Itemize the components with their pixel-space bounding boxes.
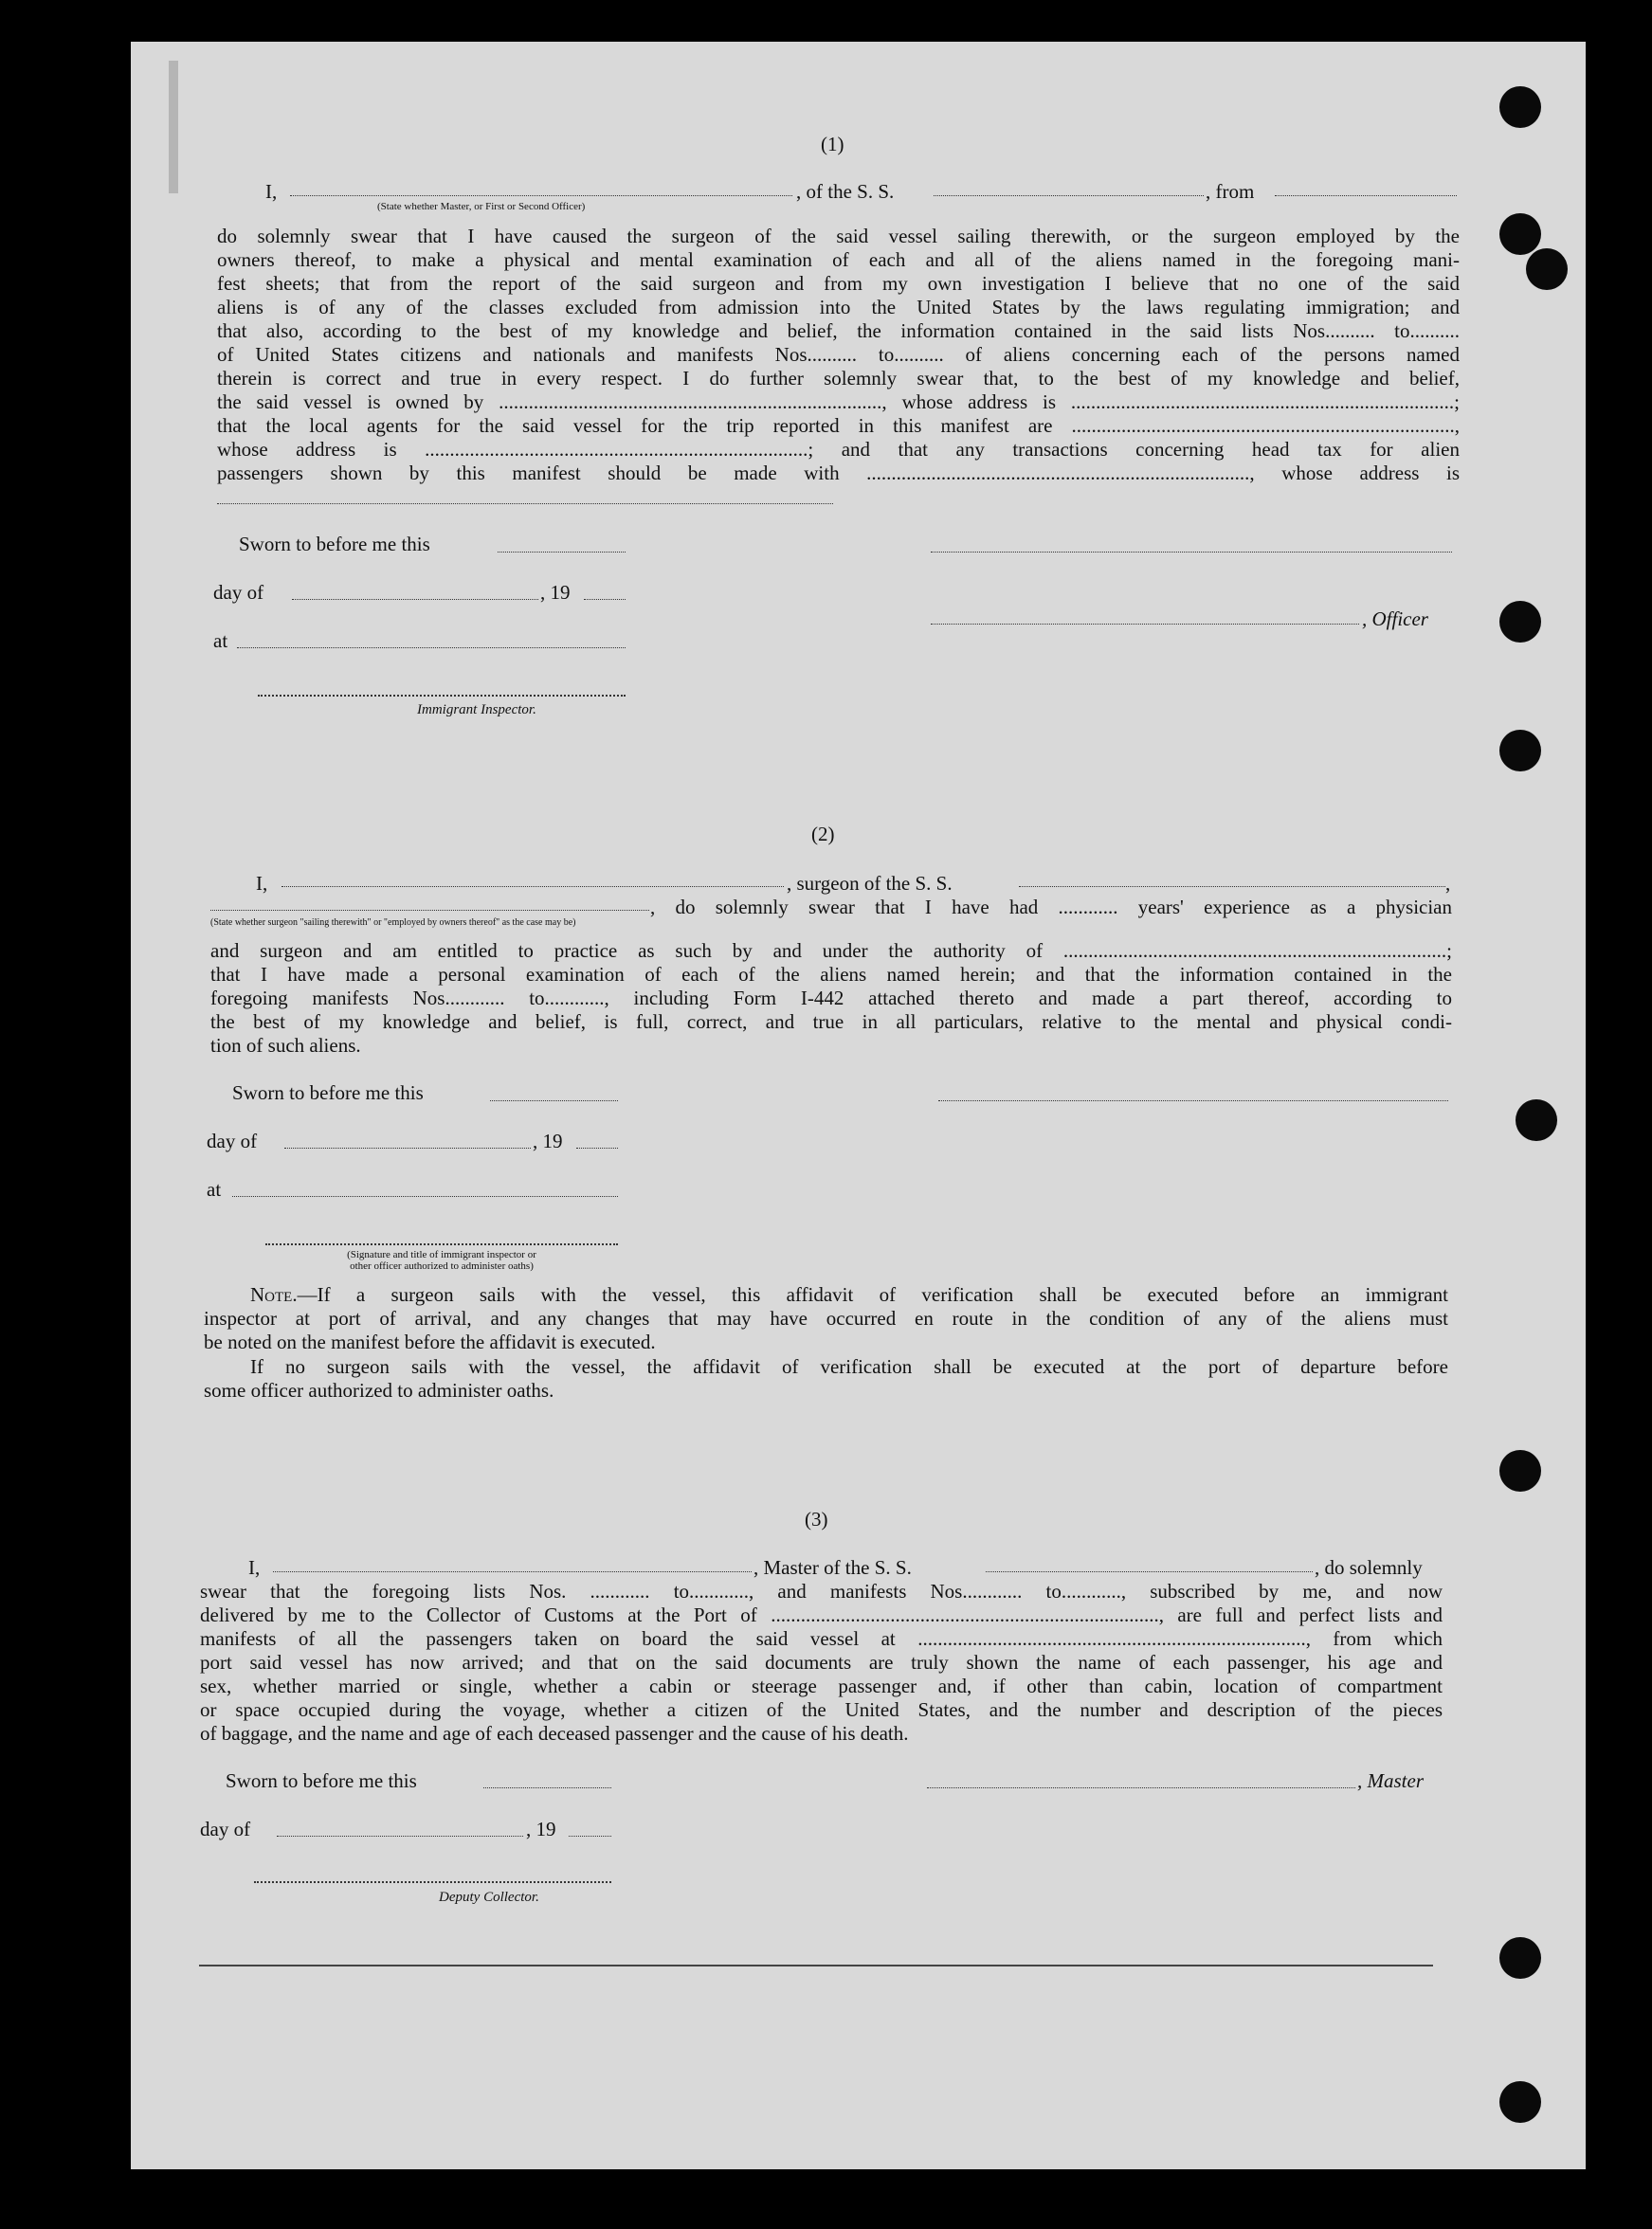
section-1-intro: I, [265, 180, 278, 203]
punch-hole [1526, 248, 1568, 290]
master-signature-field[interactable] [927, 1787, 1355, 1788]
section-3-line: or space occupied during the voyage, whether a citizen of the United States, and the number and description of the pieces [200, 1698, 1443, 1721]
sworn-date-field[interactable] [498, 552, 626, 553]
section-2-line-2: , do solemnly swear that I have had ............ years' experience as a physician [650, 896, 1452, 918]
do-solemnly-label: , do solemnly [1315, 1556, 1423, 1579]
note-line: be noted on the manifest before the affidavit is executed. [204, 1331, 656, 1353]
day-field[interactable] [292, 599, 538, 600]
vessel-name-field[interactable] [934, 195, 1204, 196]
section-1-line: whose address is .............................................................................; and that any transactions concerning head tax for alien [217, 438, 1460, 461]
section-2-line: the best of my knowledge and belief, is full, correct, and true in all particulars, relative to the mental and physical condi- [210, 1010, 1452, 1033]
deputy-collector-label: Deputy Collector. [439, 1890, 539, 1905]
section-3-line: swear that the foregoing lists Nos. ............ to............, and manifests Nos............ to............, subscribed by me, and now [200, 1580, 1443, 1603]
comma: , [1445, 872, 1451, 895]
section-2-number: (2) [811, 823, 835, 845]
master-name-field[interactable] [273, 1571, 752, 1572]
surgeon-vessel-field[interactable] [1019, 886, 1445, 887]
from-port-field[interactable] [1275, 195, 1457, 196]
signature-caption: other officer authorized to administer oaths) [350, 1260, 534, 1272]
section-1-sworn-label: Sworn to before me this [239, 533, 430, 555]
from-label: , from [1206, 180, 1255, 203]
section-1-line: the said vessel is owned by ............................................................................., whose address is .............................................................................; [217, 390, 1460, 413]
day-field[interactable] [284, 1148, 531, 1149]
section-2-sworn-label: Sworn to before me this [232, 1081, 424, 1104]
officer-signature-field[interactable] [931, 552, 1452, 553]
address-continuation-field[interactable] [217, 503, 833, 504]
officer-caption: (State whether Master, or First or Second Officer) [377, 201, 586, 212]
section-1-day-label: day of [213, 581, 264, 604]
section-3-line: of baggage, and the name and age of each deceased passenger and the cause of his death. [200, 1722, 909, 1745]
note-line-1 [250, 1283, 1448, 1306]
officer-label: , Officer [1362, 607, 1428, 630]
officer-name-field[interactable] [290, 195, 792, 196]
section-2-at-label: at [207, 1178, 222, 1201]
year-field[interactable] [584, 599, 626, 600]
section-3-line: port said vessel has now arrived; and that on the said documents are truly shown the name of each passenger, his age and [200, 1651, 1443, 1674]
section-2-year-label: , 19 [533, 1130, 563, 1152]
section-3-line: manifests of all the passengers taken on board the said vessel at .............................................................................., from which [200, 1627, 1443, 1650]
section-2-day-label: day of [207, 1130, 258, 1152]
section-3-sworn-label: Sworn to before me this [226, 1769, 417, 1792]
surgeon-name-field[interactable] [281, 886, 784, 887]
section-3-day-label: day of [200, 1818, 251, 1840]
punch-hole [1499, 730, 1541, 771]
at-place-field[interactable] [237, 647, 626, 648]
punch-hole [1516, 1099, 1557, 1141]
section-3-intro: I, [248, 1556, 261, 1579]
section-1-line: do solemnly swear that I have caused the surgeon of the said vessel sailing therewith, or the surgeon employed by the [217, 225, 1460, 247]
section-1-at-label: at [213, 629, 228, 652]
inspector-signature-line[interactable] [258, 695, 626, 697]
section-2-line: and surgeon and am entitled to practice as such by and under the authority of .............................................................................; [210, 939, 1452, 962]
section-1-line: of United States citizens and nationals and manifests Nos.......... to.......... of aliens concerning each of the persons named [217, 343, 1460, 366]
section-1-line: owners thereof, to make a physical and mental examination of each and all of the aliens named in the foregoing mani- [217, 248, 1460, 271]
section-3-line: delivered by me to the Collector of Customs at the Port of .............................................................................., are full and perfect lists and [200, 1604, 1443, 1626]
punch-hole [1499, 601, 1541, 643]
section-1-number: (1) [821, 133, 844, 155]
deputy-collector-signature-line[interactable] [254, 1881, 611, 1883]
section-1-line: that the local agents for the said vessel for the trip reported in this manifest are ............................................................................., [217, 414, 1460, 437]
section-2-line: foregoing manifests Nos............ to............, including Form I-442 attached thereto and made a part thereof, according to [210, 987, 1452, 1009]
master-label: , Master [1357, 1769, 1424, 1792]
bleed-through-mark [169, 61, 178, 193]
section-1-line: passengers shown by this manifest should be made with ............................................................................., whose address is [217, 462, 1460, 484]
year-field[interactable] [576, 1148, 618, 1149]
signature-caption: (Signature and title of immigrant inspector or [347, 1249, 536, 1260]
year-field[interactable] [569, 1836, 611, 1837]
note-label: Note. [250, 1283, 298, 1306]
surgeon-status-field[interactable] [210, 910, 649, 911]
section-2-line: that I have made a personal examination of each of the aliens named herein; and that the information contained in the [210, 963, 1452, 986]
section-2-intro: I, [256, 872, 268, 895]
section-1-line: aliens is of any of the classes excluded from admission into the United States by the laws regulating immigration; and [217, 296, 1460, 318]
punch-hole [1499, 1937, 1541, 1979]
day-field[interactable] [277, 1836, 523, 1837]
section-3-number: (3) [805, 1508, 828, 1531]
section-1-line: that also, according to the best of my knowledge and belief, the information contained in the said lists Nos.......... to.......... [217, 319, 1460, 342]
section-1-line: therein is correct and true in every respect. I do further solemnly swear that, to the best of my knowledge and belief, [217, 367, 1460, 390]
immigrant-inspector-label: Immigrant Inspector. [417, 702, 536, 717]
inspector-signature-line[interactable] [265, 1243, 618, 1245]
note-line: inspector at port of arrival, and any changes that may have occurred en route in the condition of any of the aliens must [204, 1307, 1448, 1330]
punch-hole [1499, 2081, 1541, 2123]
punch-hole [1499, 1450, 1541, 1492]
section-1-year-label: , 19 [540, 581, 571, 604]
of-ss-label: , of the S. S. [796, 180, 895, 203]
section-1-line: fest sheets; that from the report of the said surgeon and from my own investigation I believe that no one of the said [217, 272, 1460, 295]
surgeon-signature-field[interactable] [938, 1100, 1448, 1101]
surgeon-caption: (State whether surgeon "sailing therewith" or "employed by owners thereof" as the case may be) [210, 917, 576, 928]
punch-hole [1499, 213, 1541, 255]
master-vessel-field[interactable] [986, 1571, 1313, 1572]
note-text: —If a surgeon sails with the vessel, this affidavit of verification shall be executed before an immigrant [297, 1283, 1448, 1306]
note-line: some officer authorized to administer oaths. [204, 1379, 554, 1402]
master-of-label: , Master of the S. S. [753, 1556, 912, 1579]
at-place-field[interactable] [232, 1196, 618, 1197]
section-3-year-label: , 19 [526, 1818, 556, 1840]
section-3-line: sex, whether married or single, whether a cabin or steerage passenger and, if other than cabin, location of compartment [200, 1675, 1443, 1697]
surgeon-of-label: , surgeon of the S. S. [787, 872, 953, 895]
bottom-rule [199, 1965, 1433, 1966]
punch-hole [1499, 86, 1541, 128]
note-line: If no surgeon sails with the vessel, the affidavit of verification shall be executed at the port of departure before [250, 1355, 1448, 1378]
section-2-line: tion of such aliens. [210, 1034, 361, 1057]
sworn-date-field[interactable] [490, 1100, 618, 1101]
officer-title-field[interactable] [931, 624, 1359, 625]
sworn-date-field[interactable] [483, 1787, 611, 1788]
